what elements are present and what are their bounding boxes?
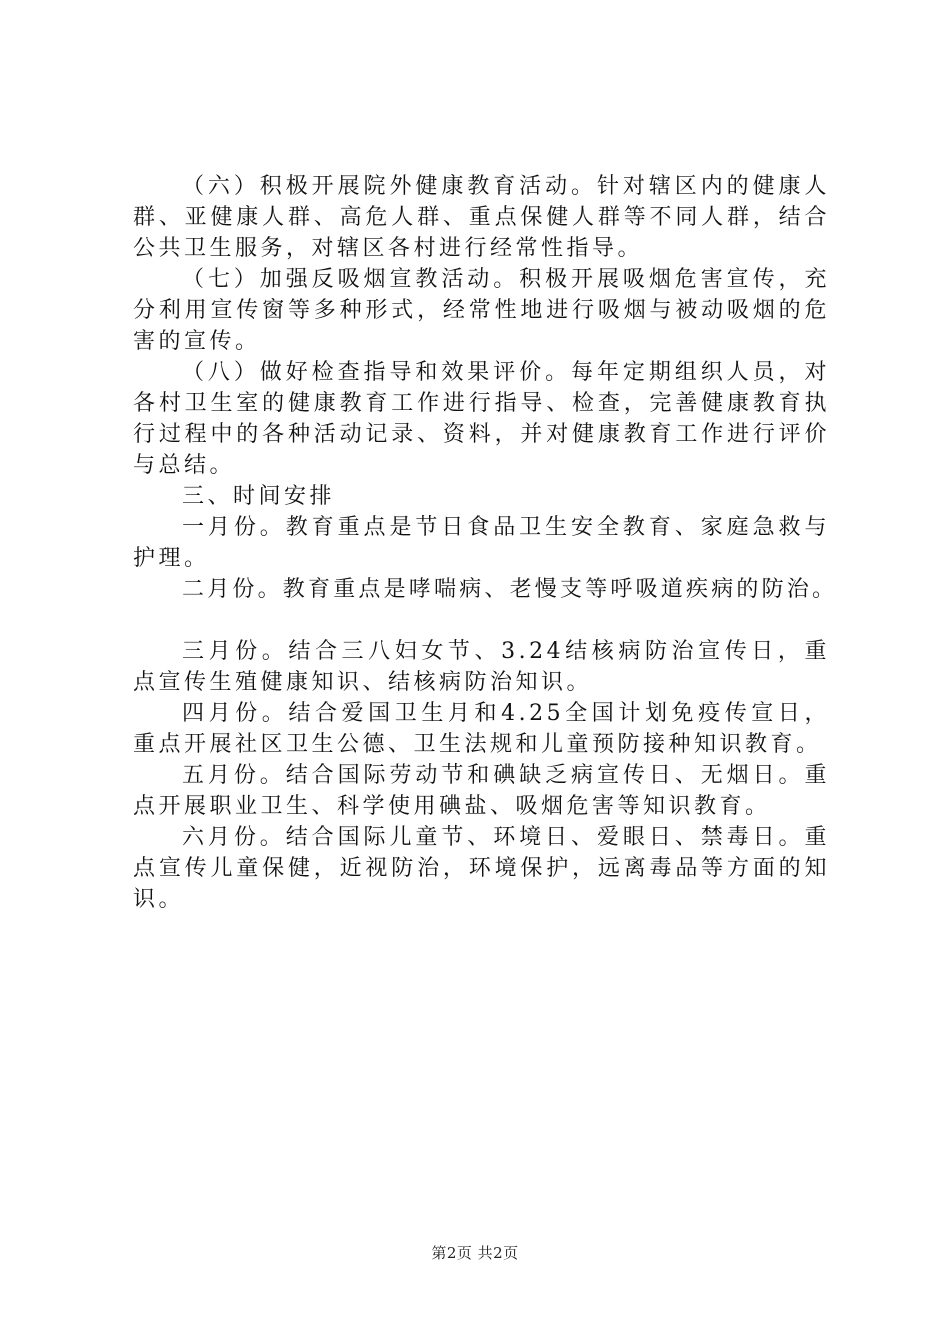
paragraph-april: 四月份。结合爱国卫生月和4.25全国计划免疫传宣日，重点开展社区卫生公德、卫生法规和儿童预防接种知识教育。 — [133, 701, 830, 757]
heading-schedule: 三、时间安排 — [182, 484, 336, 509]
paragraph-section-6: （六）积极开展院外健康教育活动。针对辖区内的健康人群、亚健康人群、高危人群、重点保健人群等不同人群，结合公共卫生服务，对辖区各村进行经常性指导。 — [133, 174, 830, 261]
page-footer: 第2页 共2页 — [431, 1244, 519, 1262]
paragraph-section-7: （七）加强反吸烟宣教活动。积极开展吸烟危害宣传，充分利用宣传窗等多种形式，经常性地进行吸烟与被动吸烟的危害的宣传。 — [133, 267, 830, 354]
paragraph-section-8: （八）做好检查指导和效果评价。每年定期组织人员，对各村卫生室的健康教育工作进行指导、检查，完善健康教育执行过程中的各种活动记录、资料，并对健康教育工作进行评价与总结。 — [133, 360, 830, 478]
document-body — [133, 171, 838, 915]
paragraph-may: 五月份。结合国际劳动节和碘缺乏病宣传日、无烟日。重点开展职业卫生、科学使用碘盐、吸烟危害等知识教育。 — [133, 763, 830, 819]
blank-line — [133, 605, 830, 636]
paragraph-march: 三月份。结合三八妇女节、3.24结核病防治宣传日，重点宣传生殖健康知识、结核病防治知识。 — [133, 639, 830, 695]
paragraph-january: 一月份。教育重点是节日食品卫生安全教育、家庭急救与护理。 — [133, 515, 830, 571]
paragraph-february: 二月份。教育重点是哮喘病、老慢支等呼吸道疾病的防治。 — [182, 577, 838, 602]
paragraph-june: 六月份。结合国际儿童节、环境日、爱眼日、禁毒日。重点宣传儿童保健，近视防治，环境保护，远离毒品等方面的知识。 — [133, 825, 830, 912]
